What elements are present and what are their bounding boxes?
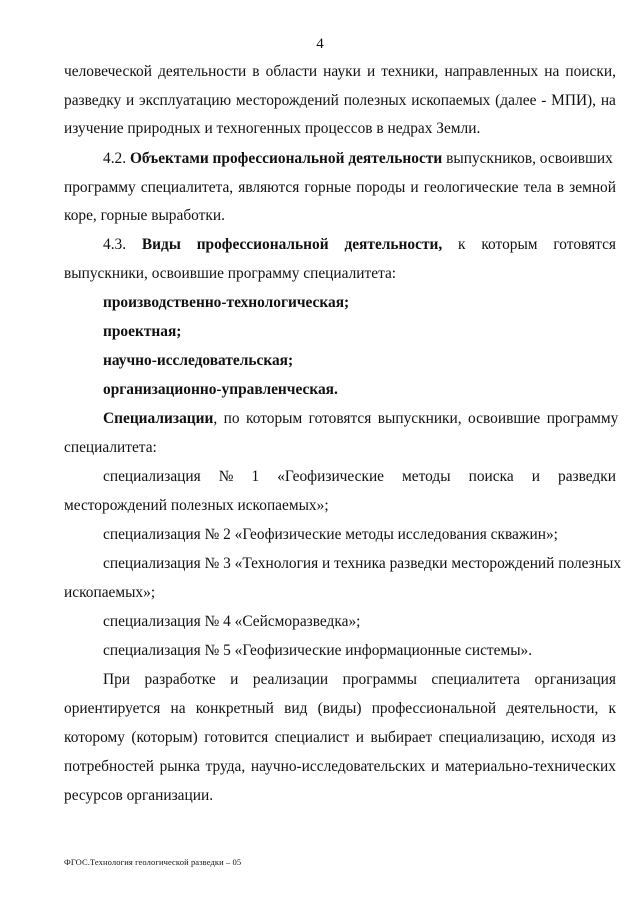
- word: конкретный: [195, 700, 274, 717]
- word: горные: [304, 179, 352, 196]
- word: к: [608, 700, 616, 717]
- word: и: [531, 468, 540, 485]
- word: реализации: [252, 671, 329, 688]
- word: на: [600, 92, 616, 109]
- para3-word: к: [458, 236, 466, 253]
- word: -: [541, 92, 547, 109]
- para3-line2: выпускники, освоившие программу специалитета:: [64, 265, 397, 282]
- word: земной: [569, 179, 616, 196]
- activity-item: организационно-управленческая.: [103, 381, 338, 398]
- word: человеческой: [64, 63, 152, 80]
- para3-bold-3: деятельности,: [344, 236, 443, 253]
- word: профессиональной: [371, 700, 497, 717]
- word: 1: [251, 468, 260, 485]
- word: готовится: [204, 729, 269, 746]
- word: труда,: [205, 758, 246, 775]
- word: области: [265, 63, 318, 80]
- word: техники,: [381, 63, 439, 80]
- word: научно-исследовательских: [250, 758, 426, 775]
- word: разработке: [144, 671, 216, 688]
- spec1-line2: месторождений полезных ископаемых»;: [64, 497, 329, 514]
- word: являются: [238, 179, 300, 196]
- word: специалитета,: [140, 179, 234, 196]
- para3-bold-1: Виды: [141, 236, 181, 253]
- activity-item: производственно-технологическая;: [103, 294, 350, 311]
- para2-number: 4.2.: [103, 150, 127, 167]
- word: в: [252, 63, 260, 80]
- word: на: [544, 63, 560, 80]
- word: выбирает: [370, 729, 433, 746]
- word: методы: [402, 468, 451, 485]
- word: вид: [284, 700, 308, 717]
- para3-word: которым: [481, 236, 538, 253]
- word: программу: [64, 179, 136, 196]
- final-line2: [64, 700, 616, 718]
- word: разведку: [64, 92, 122, 109]
- final-line4: [64, 758, 616, 776]
- word: геологические: [423, 179, 519, 196]
- para3-number: 4.3.: [103, 236, 127, 253]
- para3-word: готовятся: [553, 236, 616, 253]
- word: на: [170, 700, 186, 717]
- activity-item: проектная;: [103, 323, 182, 340]
- word: При: [103, 671, 131, 688]
- word: деятельности: [158, 63, 247, 80]
- para2-line3: коре, горные выработки.: [64, 207, 225, 224]
- page-number: 4: [316, 36, 324, 52]
- word: разведки: [558, 468, 616, 485]
- para2-bold-term: Объектами профессиональной деятельности: [129, 150, 443, 167]
- para1-line1: [64, 63, 616, 81]
- word: ископаемых: [411, 92, 491, 109]
- spec-intro-line1: Специализации, по которым готовятся выпускники, освоившие программу: [103, 410, 619, 427]
- word: и: [230, 671, 239, 688]
- activity-item: научно-исследовательская;: [103, 352, 294, 369]
- word: и: [366, 63, 376, 80]
- word: в: [556, 179, 565, 196]
- word: которому: [64, 729, 125, 746]
- spec3-line1: специализация № 3 «Технология и техника разведки месторождений полезных: [103, 555, 622, 572]
- spec3-line2: ископаемых»;: [64, 584, 156, 601]
- word: специализацию,: [438, 729, 545, 746]
- para1-line3: изучение природных и техногенных процессов в недрах Земли.: [64, 120, 481, 137]
- word: специалист: [274, 729, 350, 746]
- word: и: [410, 179, 419, 196]
- word: тела: [523, 179, 552, 196]
- final-line5: ресурсов организации.: [64, 787, 214, 804]
- word: эксплуатацию: [139, 92, 232, 109]
- word: «Геофизические: [277, 468, 385, 485]
- word: потребностей: [64, 758, 154, 775]
- word: направленных: [444, 63, 539, 80]
- word: специалитета: [431, 671, 520, 688]
- para2-line2: [64, 179, 616, 197]
- word: организация: [534, 671, 616, 688]
- word: из: [601, 729, 616, 746]
- word: (далее: [495, 92, 537, 109]
- word: и: [125, 92, 135, 109]
- word: программы: [342, 671, 417, 688]
- word: ориентируется: [64, 700, 161, 717]
- word: (которым): [131, 729, 198, 746]
- word: месторождений: [235, 92, 339, 109]
- para3-bold-2: профессиональной: [196, 236, 329, 253]
- word: и: [355, 729, 365, 746]
- spec1-line1: [103, 468, 616, 486]
- spec-intro-bold: Специализации: [103, 410, 214, 427]
- word: деятельности,: [506, 700, 599, 717]
- final-line1: [103, 671, 616, 689]
- word: исходя: [551, 729, 596, 746]
- word: №: [218, 468, 234, 485]
- word: поиски,: [565, 63, 616, 80]
- final-line3: [64, 729, 616, 747]
- word: поиска: [468, 468, 514, 485]
- para1-line2: [64, 92, 616, 110]
- word: материально-технических: [444, 758, 616, 775]
- word: специализация: [103, 468, 201, 485]
- footer-text: ФГОС.Технология геологической разведки – 05: [64, 857, 242, 867]
- word: и: [431, 758, 440, 775]
- para3-line1: [103, 236, 616, 254]
- word: полезных: [343, 92, 407, 109]
- word: (виды): [317, 700, 362, 717]
- para2-rest: выпускников, освоивших: [446, 150, 613, 167]
- spec-intro-line2: специалитета:: [64, 439, 157, 456]
- word: рынка: [159, 758, 200, 775]
- spec4-line: специализация № 4 «Сейсморазведка»;: [103, 613, 361, 630]
- spec2-line: специализация № 2 «Геофизические методы исследования скважин»;: [103, 526, 558, 543]
- spec5-line: специализация № 5 «Геофизические информационные системы».: [103, 642, 533, 659]
- word: породы: [356, 179, 406, 196]
- para2-line1: [103, 150, 616, 168]
- word: науки: [323, 63, 361, 80]
- word: МПИ),: [551, 92, 597, 109]
